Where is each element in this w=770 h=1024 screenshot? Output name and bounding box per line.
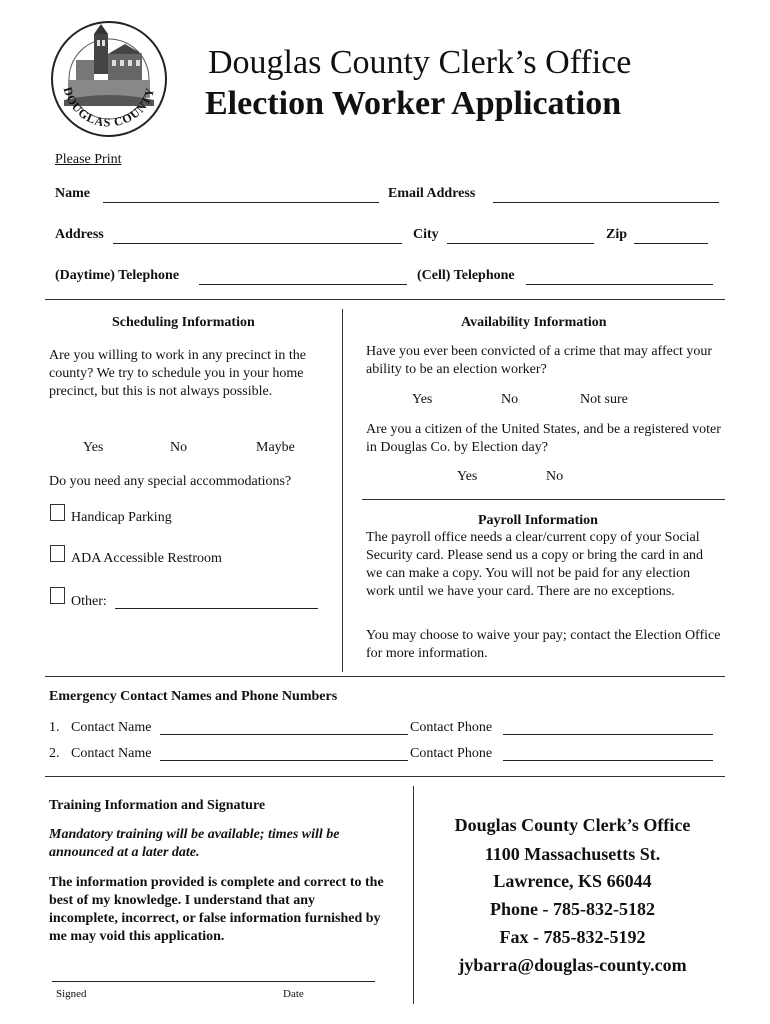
other-checkbox[interactable] [50, 587, 65, 604]
accommodations-question: Do you need any special accommodations? [49, 474, 292, 489]
please-print-note: Please Print [55, 152, 122, 167]
conviction-option-not-sure[interactable]: Not sure [580, 392, 628, 407]
citizen-option-yes[interactable]: Yes [457, 469, 478, 484]
contact-1-phone-field[interactable] [503, 734, 713, 735]
waive-pay-text: You may choose to waive your pay; contact the Election Office for more information. [366, 628, 721, 661]
contact-2-phone-field[interactable] [503, 760, 713, 761]
form-title: Election Worker Application [205, 85, 622, 122]
office-contact-phone: Phone - 785-832-5182 [490, 899, 655, 919]
certification-statement: The information provided is complete and correct to the best of my knowledge. I understand that any incomplete, incorrect, or false information furnished by me may void this application. [49, 875, 384, 944]
scheduling-question: Are you willing to work in any precinct in the county? We try to schedule you in your home precinct, but this is not always possible. [49, 348, 306, 399]
conviction-option-yes[interactable]: Yes [412, 392, 433, 407]
other-field[interactable] [115, 608, 318, 609]
handicap-parking-checkbox[interactable] [50, 504, 65, 521]
cell-phone-field[interactable] [526, 284, 713, 285]
emergency-heading: Emergency Contact Names and Phone Numbers [49, 689, 338, 704]
precinct-option-no[interactable]: No [170, 440, 188, 455]
mandatory-training-note: Mandatory training will be available; times will be announced at a later date. [49, 827, 340, 860]
county-seal-logo [50, 20, 168, 138]
seal-text: DOUGLAS COUNTY [60, 85, 158, 130]
citizen-question: Are you a citizen of the United States, and be a registered voter in Douglas Co. by Election day? [366, 422, 721, 455]
availability-heading: Availability Information [461, 315, 607, 330]
city-field[interactable] [447, 243, 594, 244]
name-label: Name [55, 186, 90, 201]
conviction-question: Have you ever been convicted of a crime that may affect your ability to be an election worker? [366, 344, 713, 377]
precinct-option-yes[interactable]: Yes [83, 440, 104, 455]
zip-label: Zip [606, 227, 628, 242]
ada-restroom-label: ADA Accessible Restroom [71, 551, 222, 566]
divider [342, 309, 343, 672]
divider [45, 299, 725, 300]
divider [45, 676, 725, 677]
contact-1-name-field[interactable] [160, 734, 408, 735]
citizen-option-no[interactable]: No [546, 469, 564, 484]
training-heading: Training Information and Signature [49, 798, 266, 813]
office-contact-street: 1100 Massachusetts St. [484, 844, 661, 864]
office-contact-name: Douglas County Clerk’s Office [454, 815, 691, 835]
office-contact-email[interactable]: jybarra@douglas-county.com [458, 955, 687, 975]
city-label: City [413, 227, 439, 242]
office-contact-fax: Fax - 785-832-5192 [499, 927, 646, 947]
divider [413, 786, 414, 1004]
signature-line[interactable] [52, 981, 375, 982]
name-field[interactable] [103, 202, 379, 203]
contact-name-label: Contact Name [71, 746, 152, 761]
payroll-heading: Payroll Information [478, 513, 598, 528]
precinct-option-maybe[interactable]: Maybe [256, 440, 295, 455]
payroll-text: The payroll office needs a clear/current copy of your Social Security card. Please send us a copy or bring the card in and we can make a copy. You will not be paid for any election work until we have your card. There are no exceptions. [366, 530, 704, 599]
contact-phone-label: Contact Phone [410, 720, 493, 735]
other-label: Other: [71, 594, 107, 609]
office-contact-city: Lawrence, KS 66044 [493, 871, 652, 891]
conviction-option-no[interactable]: No [501, 392, 519, 407]
signed-label: Signed [56, 988, 87, 1000]
date-label: Date [283, 988, 304, 1000]
handicap-parking-label: Handicap Parking [71, 510, 172, 525]
office-title: Douglas County Clerk’s Office [208, 44, 632, 81]
contact-row-number: 2. [49, 746, 60, 761]
scheduling-heading: Scheduling Information [112, 315, 255, 330]
address-label: Address [55, 227, 104, 242]
contact-phone-label: Contact Phone [410, 746, 493, 761]
divider [45, 776, 725, 777]
zip-field[interactable] [634, 243, 708, 244]
day-phone-field[interactable] [199, 284, 407, 285]
divider [362, 499, 725, 500]
contact-row-number: 1. [49, 720, 60, 735]
email-label: Email Address [388, 186, 476, 201]
cell-phone-label: (Cell) Telephone [417, 268, 515, 283]
address-field[interactable] [113, 243, 402, 244]
day-phone-label: (Daytime) Telephone [55, 268, 180, 283]
email-field[interactable] [493, 202, 719, 203]
contact-name-label: Contact Name [71, 720, 152, 735]
contact-2-name-field[interactable] [160, 760, 408, 761]
ada-restroom-checkbox[interactable] [50, 545, 65, 562]
